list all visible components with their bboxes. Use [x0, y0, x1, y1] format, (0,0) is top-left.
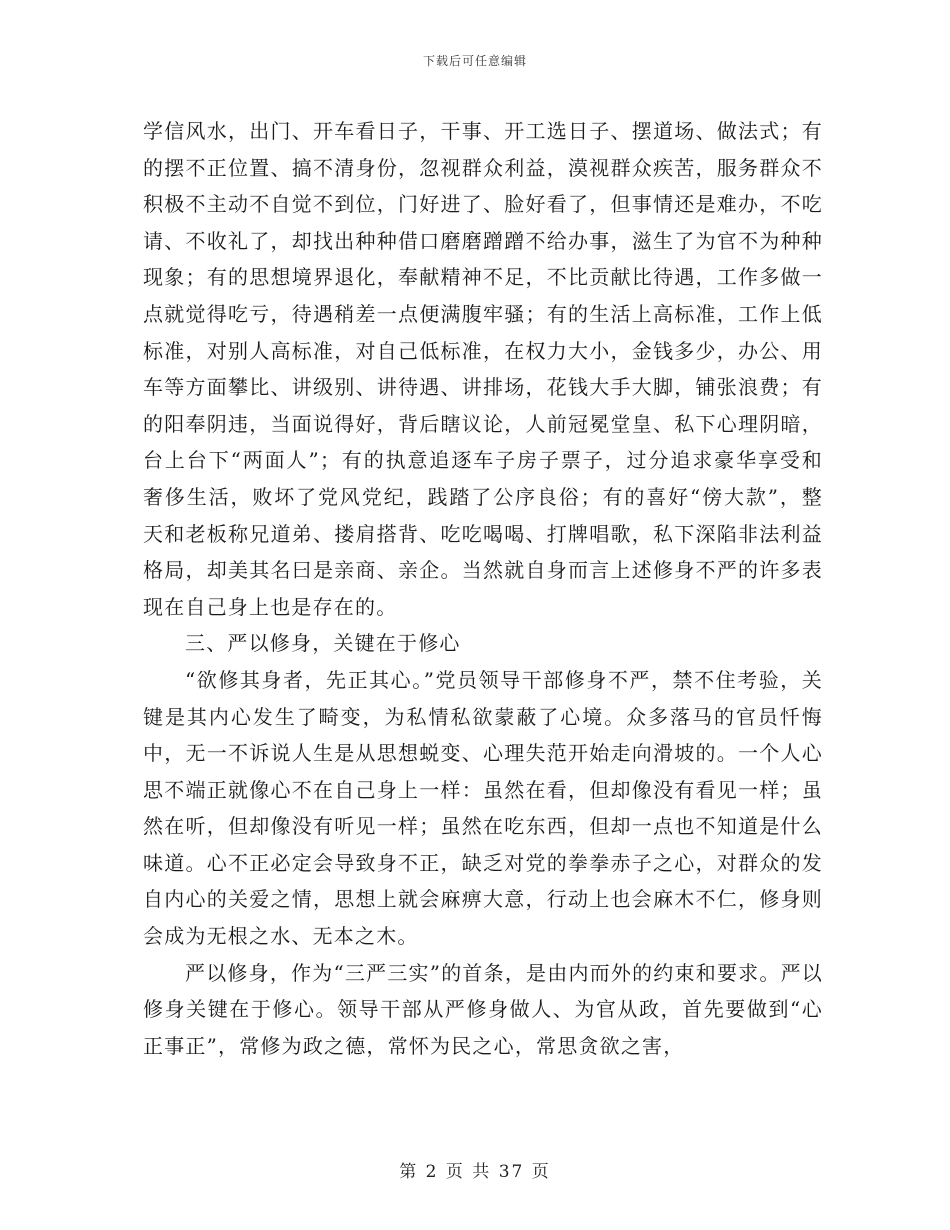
- document-body: [143, 113, 823, 1064]
- body-paragraph: 严以修身，作为“三严三实”的首条，是由内而外的约束和要求。严以修身关键在于修心。领导干部从严修身做人、为官从政，首先要做到“心正事正”，常修为政之德，常怀为民之心，常思贪欲之害，: [143, 960, 823, 1058]
- body-paragraph: “欲修其身者，先正其心。”党员领导干部修身不严，禁不住考验，关键是其内心发生了畸变，为私情私欲蒙蔽了心境。众多落马的官员忏悔中，无一不诉说人生是从思想蜕变、心理失范开始走向滑坡的。一个人心思不端正就像心不在自己身上一样：虽然在看，但却像没有看见一样；虽然在听，但却像没有听见一样；虽然在吃东西，但却一点也不知道是什么味道。心不正必定会导致身不正，缺乏对党的拳拳赤子之心，对群众的发自内心的关爱之情，思想上就会麻痹大意，行动上也会麻木不仁，修身则会成为无根之水、无本之木。: [143, 667, 823, 949]
- body-paragraph: 学信风水，出门、开车看日子，干事、开工选日子、摆道场、做法式；有的摆不正位置、搞不清身份，忽视群众利益，漠视群众疾苦，服务群众不积极不主动不自觉不到位，门好进了、脸好看了，但事情还是难办，不吃请、不收礼了，却找出种种借口磨磨蹭蹭不给办事，滋生了为官不为种种现象；有的思想境界退化，奉献精神不足，不比贡献比待遇，工作多做一点就觉得吃亏，待遇稍差一点便满腹牢骚；有的生活上高标准，工作上低标准，对别人高标准，对自己低标准，在权力大小，金钱多少，办公、用车等方面攀比、讲级别、讲待遇、讲排场，花钱大手大脚，铺张浪费；有的阳奉阴违，当面说得好，背后瞎议论，人前冠冕堂皇、私下心理阴暗，台上台下“两面人”；有的执意追逐车子房子票子，过分追求豪华享受和奢侈生活，败坏了党风党纪，践踏了公序良俗；有的喜好“傍大款”，整天和老板称兄道弟、搂肩搭背、吃吃喝喝、打牌唱歌，私下深陷非法利益格局，却美其名曰是亲商、亲企。当然就自身而言上述修身不严的许多表现在自己身上也是存在的。: [143, 119, 823, 619]
- page-header-note: 下载后可任意编辑: [422, 54, 527, 68]
- page-number-footer: 第 2 页 共 37 页: [399, 1162, 551, 1182]
- section-heading: 三、严以修身，关键在于修心: [185, 631, 461, 656]
